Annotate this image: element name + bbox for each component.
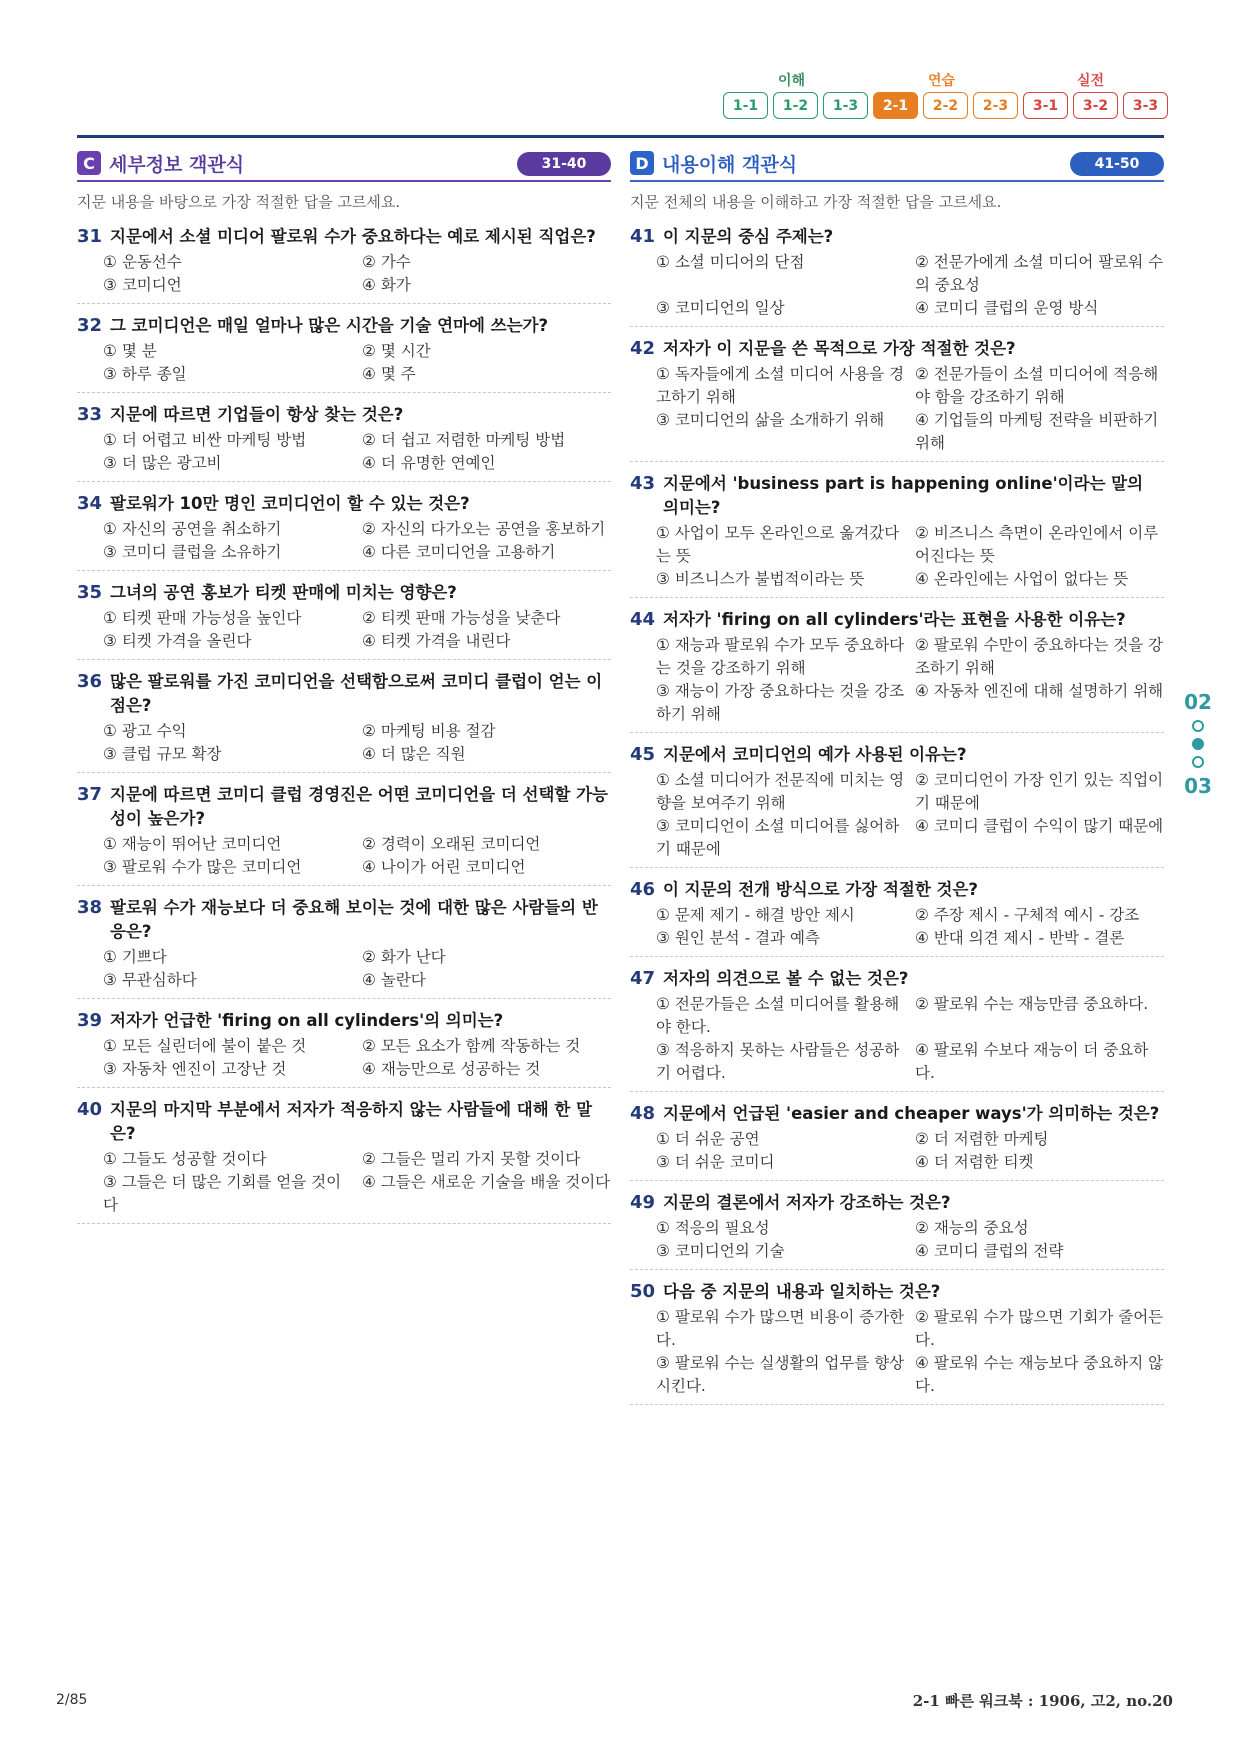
question-item	[630, 1102, 1164, 1181]
answer-option-2[interactable]: ② 마케팅 비용 절감	[362, 722, 496, 740]
source-label: 2-1 빠른 워크북 : 1906, 고2, no.20	[912, 1692, 1173, 1710]
section-c	[77, 148, 611, 1234]
answer-option-4[interactable]: ④ 그들은 새로운 기술을 배울 것이다	[362, 1173, 611, 1191]
level-tab-1-1[interactable]: 1-1	[723, 92, 768, 119]
level-tab-3-2[interactable]: 3-2	[1073, 92, 1118, 119]
question-item	[630, 1280, 1164, 1405]
question-stem	[77, 314, 611, 338]
answer-option-2[interactable]: ② 가수	[362, 253, 411, 271]
answer-option-2[interactable]: ② 전문가들이 소셜 미디어에 적응해야 함을 강조하기 위해	[915, 365, 1159, 406]
answer-option-1[interactable]: ① 사업이 모두 온라인으로 옮겨갔다는 뜻	[656, 524, 900, 565]
question-item	[630, 337, 1164, 462]
answer-option-1[interactable]: ① 문제 제기 - 해결 방안 제시	[656, 906, 855, 924]
question-item	[77, 225, 611, 304]
question-text: 그 코미디언은 매일 얼마나 많은 시간을 기술 연마에 쓰는가?	[110, 316, 549, 335]
answer-option-1[interactable]: ① 소셜 미디어의 단점	[656, 253, 805, 271]
answer-option-3[interactable]: ③ 하루 종일	[103, 365, 187, 383]
question-text: 지문에서 코미디언의 예가 사용된 이유는?	[663, 745, 967, 764]
question-stem	[77, 1009, 611, 1033]
answer-option-4[interactable]: ④ 몇 주	[362, 365, 416, 383]
answer-option-2[interactable]: ② 자신의 다가오는 공연을 홍보하기	[362, 520, 606, 538]
question-stem	[630, 878, 1164, 902]
answer-option-3[interactable]: ③ 적응하지 못하는 사람들은 성공하기 어렵다.	[656, 1041, 900, 1082]
question-stem	[77, 581, 611, 605]
answer-option-4[interactable]: ④ 자동차 엔진에 대해 설명하기 위해	[915, 682, 1164, 700]
question-stem	[77, 492, 611, 516]
answer-option-3[interactable]: ③ 자동차 엔진이 고장난 것	[103, 1060, 287, 1078]
question-item	[77, 783, 611, 886]
question-text: 저자가 'firing on all cylinders'라는 표현을 사용한 이유는?	[663, 610, 1126, 629]
answer-option-4[interactable]: ④ 다른 코미디언을 고용하기	[362, 543, 556, 561]
section-d	[630, 148, 1164, 1415]
answer-option-4[interactable]: ④ 코미디 클럽의 운영 방식	[915, 299, 1099, 317]
answer-option-3[interactable]: ③ 그들은 더 많은 기회를 얻을 것이다	[103, 1173, 342, 1214]
question-number: 49	[630, 1192, 656, 1213]
answer-options	[77, 833, 611, 879]
level-tab-2-1[interactable]: 2-1	[873, 92, 918, 119]
question-text: 지문의 마지막 부분에서 저자가 적응하지 않는 사람들에 대해 한 말은?	[110, 1100, 593, 1143]
question-text: 지문에서 'business part is happening online'이라는 말의 의미는?	[663, 474, 1144, 517]
question-number: 35	[77, 582, 103, 603]
answer-option-1[interactable]: ① 그들도 성공할 것이다	[103, 1150, 267, 1168]
answer-option-3[interactable]: ③ 코미디언의 일상	[656, 299, 785, 317]
answer-option-3[interactable]: ③ 티켓 가격을 올린다	[103, 632, 252, 650]
question-number: 40	[77, 1099, 103, 1120]
question-item	[77, 1098, 611, 1224]
question-text: 팔로워가 10만 명인 코미디언이 할 수 있는 것은?	[110, 494, 470, 513]
answer-options	[77, 946, 611, 992]
answer-option-2[interactable]: ② 팔로워 수만이 중요하다는 것을 강조하기 위해	[915, 636, 1164, 677]
answer-option-4[interactable]: ④ 코미디 클럽의 전략	[915, 1242, 1064, 1260]
answer-option-4[interactable]: ④ 놀란다	[362, 971, 426, 989]
section-instruction: 지문 내용을 바탕으로 가장 적절한 답을 고르세요.	[77, 193, 401, 211]
header-divider	[77, 135, 1164, 138]
question-number: 38	[77, 897, 103, 918]
question-stem	[77, 225, 611, 249]
answer-option-4[interactable]: ④ 코미디 클럽이 수익이 많기 때문에	[915, 817, 1164, 835]
question-text: 그녀의 공연 홍보가 티켓 판매에 미치는 영향은?	[110, 583, 457, 602]
question-list	[77, 225, 611, 1224]
level-tab-1-2[interactable]: 1-2	[773, 92, 818, 119]
section-instruction: 지문 전체의 내용을 이해하고 가장 적절한 답을 고르세요.	[630, 193, 1002, 211]
level-tab-3-3[interactable]: 3-3	[1123, 92, 1168, 119]
answer-option-1[interactable]: ① 적응의 필요성	[656, 1219, 770, 1237]
unit-dot-active-icon	[1192, 738, 1204, 750]
answer-option-4[interactable]: ④ 팔로워 수는 재능보다 중요하지 않다.	[915, 1354, 1164, 1395]
question-stem	[77, 403, 611, 427]
answer-option-1[interactable]: ① 더 쉬운 공연	[656, 1130, 760, 1148]
answer-option-3[interactable]: ③ 원인 분석 - 결과 예측	[656, 929, 820, 947]
answer-option-1[interactable]: ① 팔로워 수가 많으면 비용이 증가한다.	[656, 1308, 905, 1349]
answer-option-3[interactable]: ③ 코미디언이 소셜 미디어를 싫어하기 때문에	[656, 817, 900, 858]
answer-option-4[interactable]: ④ 기업들의 마케팅 전략을 비판하기 위해	[915, 411, 1159, 452]
level-tab-3-1[interactable]: 3-1	[1023, 92, 1068, 119]
question-stem	[630, 1191, 1164, 1215]
question-stem	[630, 1280, 1164, 1304]
question-number: 48	[630, 1103, 656, 1124]
question-number: 31	[77, 226, 103, 247]
answer-option-4[interactable]: ④ 반대 의견 제시 - 반박 - 결론	[915, 929, 1125, 947]
answer-options	[77, 518, 611, 564]
answer-options	[630, 904, 1164, 950]
question-item	[77, 1009, 611, 1088]
question-number: 41	[630, 226, 656, 247]
answer-option-2[interactable]: ② 더 쉽고 저렴한 마케팅 방법	[362, 431, 566, 449]
section-letter-badge: D	[630, 151, 654, 175]
answer-option-2[interactable]: ② 비즈니스 측면이 온라인에서 이루어진다는 뜻	[915, 524, 1159, 565]
answer-option-1[interactable]: ① 티켓 판매 가능성을 높인다	[103, 609, 302, 627]
question-text: 다음 중 지문의 내용과 일치하는 것은?	[663, 1282, 941, 1301]
answer-option-4[interactable]: ④ 화가	[362, 276, 411, 294]
level-tab-2-3[interactable]: 2-3	[973, 92, 1018, 119]
answer-option-2[interactable]: ② 재능의 중요성	[915, 1219, 1029, 1237]
answer-options	[77, 607, 611, 653]
answer-options	[630, 522, 1164, 591]
answer-options	[77, 340, 611, 386]
level-header-practice: 연습	[928, 73, 956, 89]
question-item	[630, 472, 1164, 598]
answer-option-3[interactable]: ③ 재능이 가장 중요하다는 것을 강조하기 위해	[656, 682, 905, 723]
question-item	[77, 314, 611, 393]
question-item	[630, 1191, 1164, 1270]
question-number: 47	[630, 968, 656, 989]
answer-option-2[interactable]: ② 화가 난다	[362, 948, 446, 966]
answer-option-4[interactable]: ④ 재능만으로 성공하는 것	[362, 1060, 541, 1078]
question-text: 저자의 의견으로 볼 수 없는 것은?	[663, 969, 909, 988]
question-number: 46	[630, 879, 656, 900]
question-item	[630, 967, 1164, 1092]
answer-options	[630, 634, 1164, 726]
unit-indicator	[1178, 690, 1218, 798]
question-text: 지문에서 언급된 'easier and cheaper ways'가 의미하는 것은?	[663, 1104, 1160, 1123]
answer-option-3[interactable]: ③ 팔로워 수는 실생활의 업무를 향상시킨다.	[656, 1354, 905, 1395]
answer-option-3[interactable]: ③ 더 쉬운 코미디	[656, 1153, 775, 1171]
unit-number-current: 02	[1184, 690, 1212, 714]
question-number: 42	[630, 338, 656, 359]
question-item	[630, 608, 1164, 733]
question-item	[630, 225, 1164, 327]
answer-option-2[interactable]: ② 티켓 판매 가능성을 낮춘다	[362, 609, 561, 627]
question-text: 지문에 따르면 코미디 클럽 경영진은 어떤 코미디언을 더 선택할 가능성이 높은가?	[110, 785, 608, 828]
answer-option-1[interactable]: ① 소셜 미디어가 전문직에 미치는 영향을 보여주기 위해	[656, 771, 905, 812]
section-range-badge: 31-40	[517, 152, 611, 176]
question-item	[77, 403, 611, 482]
answer-options	[630, 1128, 1164, 1174]
answer-option-4[interactable]: ④ 온라인에는 사업이 없다는 뜻	[915, 570, 1129, 588]
answer-options	[630, 993, 1164, 1085]
answer-option-3[interactable]: ③ 클럽 규모 확장	[103, 745, 222, 763]
question-text: 지문에 따르면 기업들이 항상 찾는 것은?	[110, 405, 404, 424]
section-header	[77, 148, 611, 182]
question-text: 저자가 이 지문을 쓴 목적으로 가장 적절한 것은?	[663, 339, 1016, 358]
answer-option-4[interactable]: ④ 더 많은 직원	[362, 745, 466, 763]
answer-option-4[interactable]: ④ 팔로워 수보다 재능이 더 중요하다.	[915, 1041, 1149, 1082]
question-stem	[77, 670, 611, 718]
answer-options	[77, 720, 611, 766]
answer-option-3[interactable]: ③ 팔로워 수가 많은 코미디언	[103, 858, 302, 876]
question-text: 지문에서 소셜 미디어 팔로워 수가 중요하다는 예로 제시된 직업은?	[110, 227, 596, 246]
question-item	[77, 492, 611, 571]
unit-dot-icon	[1192, 756, 1204, 768]
answer-option-1[interactable]: ① 운동선수	[103, 253, 182, 271]
question-stem	[77, 783, 611, 831]
question-number: 39	[77, 1010, 103, 1031]
answer-option-2[interactable]: ② 전문가에게 소셜 미디어 팔로워 수의 중요성	[915, 253, 1164, 294]
answer-option-3[interactable]: ③ 코미디언의 삶을 소개하기 위해	[656, 411, 885, 429]
unit-number-next: 03	[1184, 774, 1212, 798]
question-number: 32	[77, 315, 103, 336]
question-stem	[630, 225, 1164, 249]
question-stem	[77, 896, 611, 944]
answer-option-1[interactable]: ① 광고 수익	[103, 722, 187, 740]
section-range-badge: 41-50	[1070, 152, 1164, 176]
question-number: 44	[630, 609, 656, 630]
question-text: 이 지문의 전개 방식으로 가장 적절한 것은?	[663, 880, 979, 899]
section-header	[630, 148, 1164, 182]
question-stem	[630, 472, 1164, 520]
answer-option-2[interactable]: ② 그들은 멀리 가지 못할 것이다	[362, 1150, 581, 1168]
section-title: 내용이해 객관식	[662, 154, 798, 176]
section-letter-badge: C	[77, 151, 101, 175]
question-text: 저자가 언급한 'firing on all cylinders'의 의미는?	[110, 1011, 504, 1030]
answer-option-3[interactable]: ③ 코미디 클럽을 소유하기	[103, 543, 282, 561]
page-number: 2/85	[56, 1692, 88, 1708]
question-stem	[630, 1102, 1164, 1126]
question-item	[77, 670, 611, 773]
answer-option-2[interactable]: ② 모든 요소가 함께 작동하는 것	[362, 1037, 581, 1055]
question-number: 36	[77, 671, 103, 692]
answer-options	[630, 363, 1164, 455]
answer-options	[77, 1035, 611, 1081]
answer-option-4[interactable]: ④ 더 유명한 연예인	[362, 454, 496, 472]
level-tab-row	[723, 92, 1173, 119]
level-tab-2-2[interactable]: 2-2	[923, 92, 968, 119]
unit-dot-icon	[1192, 720, 1204, 732]
question-item	[77, 581, 611, 660]
answer-option-2[interactable]: ② 몇 시간	[362, 342, 431, 360]
question-stem	[630, 967, 1164, 991]
answer-options	[630, 769, 1164, 861]
answer-options	[77, 1148, 611, 1217]
question-text: 팔로워 수가 재능보다 더 중요해 보이는 것에 대한 많은 사람들의 반응은?	[110, 898, 598, 941]
question-list	[630, 225, 1164, 1405]
question-stem	[630, 337, 1164, 361]
question-stem	[630, 608, 1164, 632]
question-item	[630, 743, 1164, 868]
answer-option-2[interactable]: ② 경력이 오래된 코미디언	[362, 835, 541, 853]
answer-option-2[interactable]: ② 코미디언이 가장 인기 있는 직업이기 때문에	[915, 771, 1164, 812]
answer-option-1[interactable]: ① 몇 분	[103, 342, 157, 360]
answer-option-1[interactable]: ① 모든 실린더에 불이 붙은 것	[103, 1037, 307, 1055]
question-number: 43	[630, 473, 656, 494]
question-item	[77, 896, 611, 999]
question-text: 많은 팔로워를 가진 코미디언을 선택함으로써 코미디 클럽이 얻는 이점은?	[110, 672, 603, 715]
question-number: 33	[77, 404, 103, 425]
answer-option-1[interactable]: ① 자신의 공연을 취소하기	[103, 520, 282, 538]
answer-option-4[interactable]: ④ 더 저렴한 티켓	[915, 1153, 1034, 1171]
answer-option-4[interactable]: ④ 티켓 가격을 내린다	[362, 632, 511, 650]
question-text: 지문의 결론에서 저자가 강조하는 것은?	[663, 1193, 951, 1212]
answer-option-3[interactable]: ③ 더 많은 광고비	[103, 454, 222, 472]
answer-option-4[interactable]: ④ 나이가 어린 코미디언	[362, 858, 526, 876]
answer-option-2[interactable]: ② 팔로워 수가 많으면 기회가 줄어든다.	[915, 1308, 1164, 1349]
question-stem	[630, 743, 1164, 767]
answer-option-1[interactable]: ① 재능이 뛰어난 코미디언	[103, 835, 282, 853]
answer-option-3[interactable]: ③ 코미디언의 기술	[656, 1242, 785, 1260]
question-number: 37	[77, 784, 103, 805]
question-number: 50	[630, 1281, 656, 1302]
level-selector	[723, 70, 1173, 119]
answer-option-2[interactable]: ② 팔로워 수는 재능만큼 중요하다.	[915, 995, 1149, 1013]
answer-option-3[interactable]: ③ 비즈니스가 불법적이라는 뜻	[656, 570, 865, 588]
section-title: 세부정보 객관식	[109, 154, 245, 176]
question-item	[630, 878, 1164, 957]
level-tab-1-3[interactable]: 1-3	[823, 92, 868, 119]
question-stem	[77, 1098, 611, 1146]
question-number: 34	[77, 493, 103, 514]
answer-options	[630, 1217, 1164, 1263]
answer-option-3[interactable]: ③ 무관심하다	[103, 971, 197, 989]
answer-option-1[interactable]: ① 독자들에게 소셜 미디어 사용을 경고하기 위해	[656, 365, 905, 406]
level-header-real: 실전	[1077, 73, 1105, 89]
answer-option-3[interactable]: ③ 코미디언	[103, 276, 182, 294]
answer-option-1[interactable]: ① 더 어렵고 비싼 마케팅 방법	[103, 431, 307, 449]
answer-options	[630, 251, 1164, 320]
answer-option-1[interactable]: ① 기쁘다	[103, 948, 167, 966]
answer-options	[630, 1306, 1164, 1398]
question-number: 45	[630, 744, 656, 765]
level-header-understand: 이해	[778, 73, 806, 89]
answer-option-1[interactable]: ① 재능과 팔로워 수가 모두 중요하다는 것을 강조하기 위해	[656, 636, 905, 677]
answer-options	[77, 429, 611, 475]
answer-option-2[interactable]: ② 주장 제시 - 구체적 예시 - 강조	[915, 906, 1140, 924]
answer-options	[77, 251, 611, 297]
answer-option-2[interactable]: ② 더 저렴한 마케팅	[915, 1130, 1049, 1148]
question-text: 이 지문의 중심 주제는?	[663, 227, 834, 246]
answer-option-1[interactable]: ① 전문가들은 소셜 미디어를 활용해야 한다.	[656, 995, 900, 1036]
